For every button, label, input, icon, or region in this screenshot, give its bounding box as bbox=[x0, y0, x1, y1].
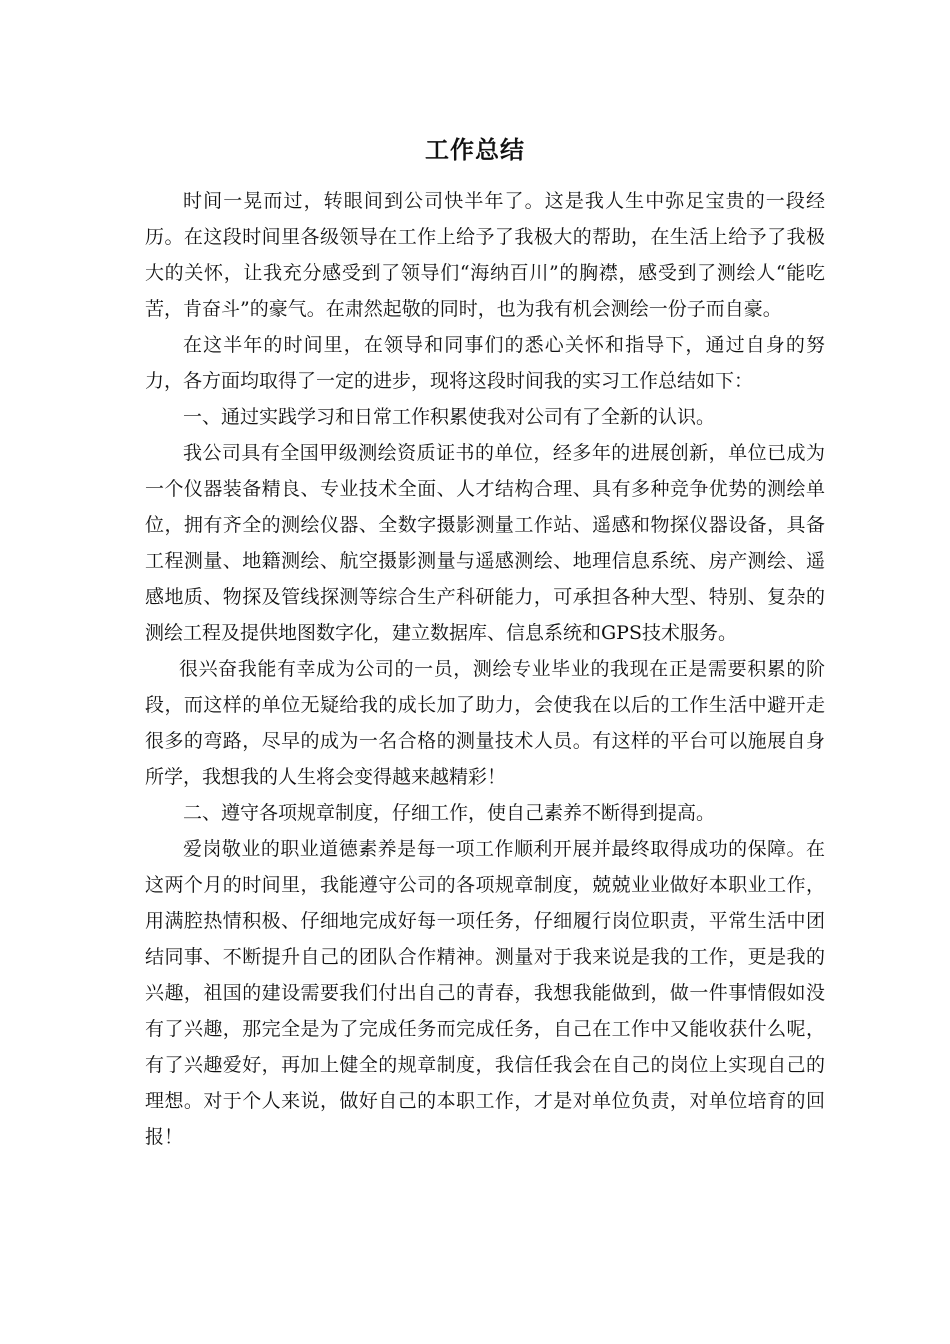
section-heading-1: 一、通过实践学习和日常工作积累使我对公司有了全新的认识。 bbox=[183, 406, 716, 428]
paragraph-3: 我公司具有全国甲级测绘资质证书的单位，经多年的进展创新，单位已成为一个仪器装备精良、专业技术全面、人才结构合理、具有多种竞争优势的测绘单位，拥有齐全的测绘仪器、全数字摄影测量工作站、遥感和物探仪器设备，具备工程测量、地籍测绘、航空摄影测量与遥感测绘、地理信息系统、房产测绘、遥感地质、物探及管线探测等综合生产科研能力，可承担各种大型、特别、复杂的测绘工程及提供地图数字化，建立数据库、信息系统和GPS技术服务。 bbox=[145, 442, 825, 644]
paragraph-4: 很兴奋我能有幸成为公司的一员，测绘专业毕业的我现在正是需要积累的阶段，而这样的单位无疑给我的成长加了助力，会使我在以后的工作生活中避开走很多的弯路，尽早的成为一名合格的测量技术人员。有这样的平台可以施展自身所学，我想我的人生将会变得越来越精彩！ bbox=[145, 658, 825, 788]
paragraph-2: 在这半年的时间里，在领导和同事们的悉心关怀和指导下，通过自身的努力，各方面均取得了一定的进步，现将这段时间我的实习工作总结如下： bbox=[145, 334, 825, 392]
paragraph-5: 爱岗敬业的职业道德素养是每一项工作顺利开展并最终取得成功的保障。在这两个月的时间里，我能遵守公司的各项规章制度，兢兢业业做好本职业工作，用满腔热情积极、仔细地完成好每一项任务，仔细履行岗位职责，平常生活中团结同事、不断提升自己的团队合作精神。测量对于我来说是我的工作，更是我的兴趣，祖国的建设需要我们付出自己的青春，我想我能做到，做一件事情假如没有了兴趣，那完全是为了完成任务而完成任务，自己在工作中又能收获什么呢，有了兴趣爱好，再加上健全的规章制度，我信任我会在自己的岗位上实现自己的理想。对于个人来说，做好自己的本职工作，才是对单位负责，对单位培育的回报！ bbox=[145, 838, 825, 1148]
document-body bbox=[145, 183, 825, 1155]
document-title: 工作总结 bbox=[425, 135, 525, 164]
paragraph-1: 时间一晃而过，转眼间到公司快半年了。这是我人生中弥足宝贵的一段经历。在这段时间里各级领导在工作上给予了我极大的帮助，在生活上给予了我极大的关怀，让我充分感受到了领导们“海纳百川”的胸襟，感受到了测绘人“能吃苦，肯奋斗”的豪气。在肃然起敬的同时，也为我有机会测绘一份子而自豪。 bbox=[145, 190, 825, 320]
section-heading-2: 二、遵守各项规章制度，仔细工作，使自己素养不断得到提高。 bbox=[183, 802, 716, 824]
